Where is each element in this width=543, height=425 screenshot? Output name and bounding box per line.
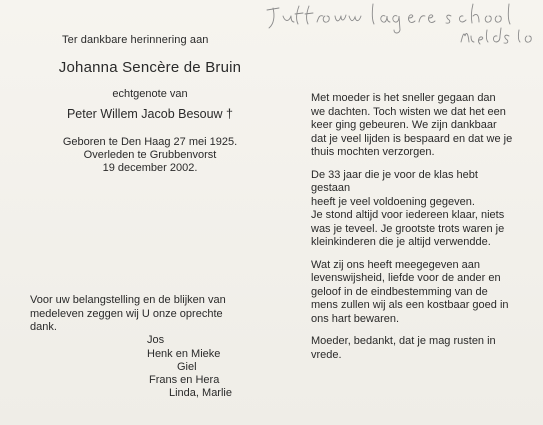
thanks-line: Voor uw belangstelling en de blijken van xyxy=(30,294,226,306)
poem-line: we dachten. Toch wisten we dat het een xyxy=(311,105,506,118)
thanks-line: dank. xyxy=(30,321,57,333)
memorial-text xyxy=(311,92,516,371)
poem-line: levenswijsheid, liefde voor de ander en xyxy=(311,272,501,284)
poem-line: Moeder, bedankt, dat je mag rusten in xyxy=(311,335,496,347)
handwritten-note xyxy=(265,2,540,48)
poem-line: vrede. xyxy=(311,348,342,361)
paragraph xyxy=(311,335,516,362)
paragraph xyxy=(311,169,516,250)
spouse-name: Peter Willem Jacob Besouw † xyxy=(66,107,234,121)
poem-line: Met moeder is het sneller gegaan dan xyxy=(311,92,496,104)
paragraph xyxy=(311,92,516,160)
poem-line: kleinkinderen die je altijd verwendde. xyxy=(311,236,491,248)
poem-line: keer ging gebeuren. We zijn dankbaar xyxy=(311,119,497,131)
poem-line: dat je veel lijden is bespaard en dat we je xyxy=(311,132,513,145)
handwriting-icon xyxy=(265,2,540,48)
poem-line: geloof in de eindbestemming van de xyxy=(311,285,488,298)
death-place-line: Overleden te Grubbenvorst xyxy=(83,149,217,161)
thanks-line: medeleven zeggen wij U onze oprechte xyxy=(30,307,223,320)
thanks-text xyxy=(30,294,270,335)
spouse-label: echtgenote van xyxy=(112,88,188,100)
poem-line: Je stond altijd voor iedereen klaar, niets xyxy=(311,209,505,221)
death-date-line: 19 december 2002. xyxy=(102,162,198,174)
poem-line: Wat zij ons heeft meegegeven aan xyxy=(311,258,480,271)
signature-name: Linda, Marlie xyxy=(169,387,232,399)
signature-name: Henk en Mieke xyxy=(147,348,221,360)
signature-name: Giel xyxy=(177,361,197,373)
intro-text: Ter dankbare herinnering aan xyxy=(62,34,209,46)
poem-line: ons hart bewaren. xyxy=(311,312,400,325)
poem-line: thuis mochten verzorgen. xyxy=(311,146,435,158)
paragraph xyxy=(311,259,516,327)
signature-name: Jos xyxy=(147,334,165,346)
deceased-name: Johanna Sencère de Bruin xyxy=(58,59,242,76)
poem-line: was je teveel. Je grootste trots waren je xyxy=(311,222,505,235)
poem-line: mens zullen wij als een kostbaar goed in xyxy=(311,299,509,311)
poem-line: De 33 jaar die je voor de klas hebt gestaan xyxy=(311,168,478,194)
birth-line: Geboren te Den Haag 27 mei 1925. xyxy=(62,136,238,148)
signature-name: Frans en Hera xyxy=(149,374,220,386)
life-dates xyxy=(30,136,270,175)
poem-line: heeft je veel voldoening gegeven. xyxy=(311,195,475,208)
